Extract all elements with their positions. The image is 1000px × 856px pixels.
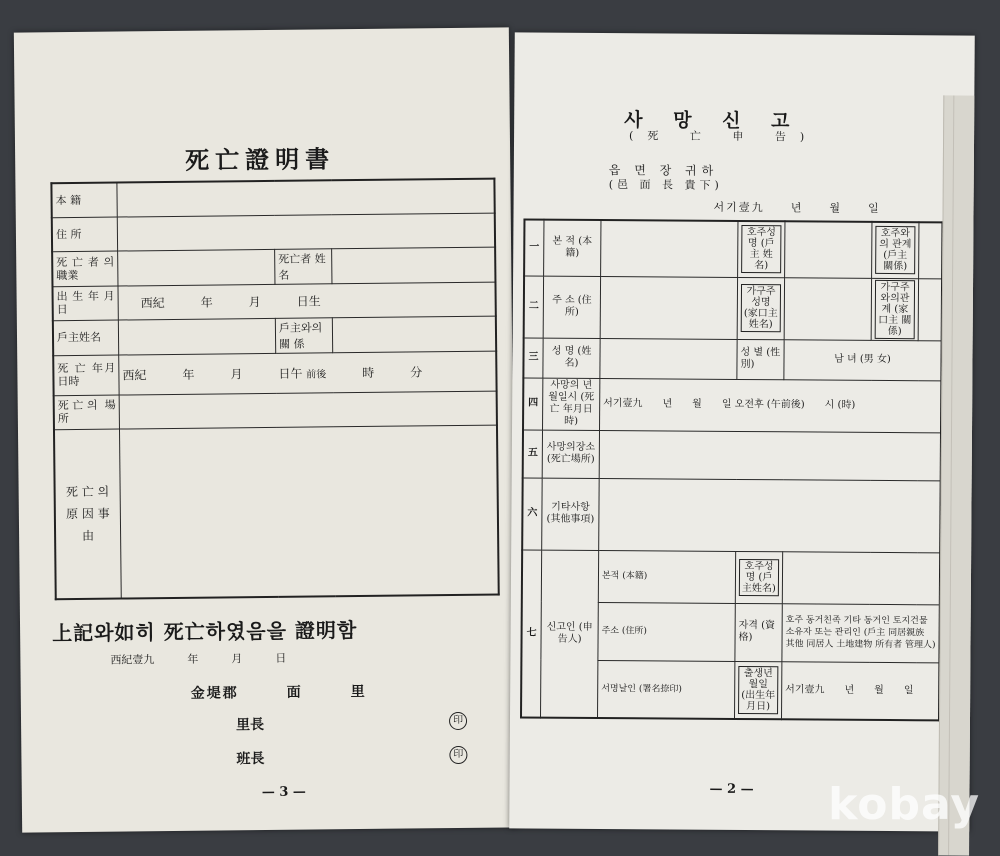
row-number: 七 (521, 549, 542, 717)
field-label-box: 호주성명 (戶主 姓名) (741, 225, 781, 273)
row-label: 사망의장소 (死亡場所) (542, 430, 599, 478)
field-label-box: 출생년월일 (出生年月日) (738, 666, 778, 714)
field-name (332, 247, 496, 284)
row-number: 三 (523, 337, 543, 377)
ban-chief: 班長 (236, 751, 265, 768)
label-place: 死亡의 場 所 (54, 395, 120, 430)
row-number: 四 (523, 377, 543, 429)
page-title: 死亡證明書 (185, 144, 336, 175)
label-name: 死亡者 姓 名 (275, 248, 332, 284)
field-label-box: 호주성명 (戶主姓名) (739, 558, 779, 595)
report-title: 사 망 신 고 (624, 109, 802, 133)
seal-icon: 印 (449, 746, 467, 764)
field-birth: 西紀 年 月 日生 (118, 282, 496, 320)
sub-label: 본적 (本籍) (598, 550, 735, 603)
label-honjeok: 本 籍 (51, 183, 117, 218)
addressee-hanja: (邑 面 長 貴下) (608, 178, 723, 192)
row-label: 신고인 (申告人) (541, 550, 599, 718)
field-value-death-time: 서기壹九 년 월 일 오전후 (午前後) 시 (時) (600, 378, 942, 432)
field-death-time (119, 351, 497, 395)
ri-chief: 里長 (236, 717, 265, 734)
field-place (119, 391, 497, 429)
field-value-birth: 서기壹九 년 월 일 (781, 661, 939, 720)
field-label-box: 가구주 성명 (家口主 姓名) (741, 284, 781, 332)
watermark: kobay (828, 779, 980, 830)
field-value (918, 278, 942, 340)
row-label: 본 적 (本 籍) (544, 220, 601, 276)
field-value (600, 338, 737, 379)
death-certificate-table (50, 178, 499, 601)
field-honjeok (117, 179, 495, 217)
row-label: 주 소 (住 所) (543, 276, 600, 338)
left-page (14, 27, 517, 832)
row-number: 五 (523, 429, 543, 477)
row-number: 一 (524, 219, 544, 275)
field-value (600, 276, 737, 339)
field-job (118, 249, 275, 286)
label-cause: 死 亡 의 原 因 事 由 (54, 429, 121, 600)
label-birth: 出 生 年 月 日 (52, 286, 118, 321)
label-head: 戶主姓名 (53, 320, 119, 356)
field-head-relation (332, 316, 496, 353)
sub-label: 서명날인 (署名捺印) (597, 660, 734, 719)
sub-label: 주소 (住所) (598, 602, 735, 661)
death-report-table (520, 218, 943, 721)
right-page (509, 32, 975, 831)
field-value (784, 277, 871, 340)
field-label-box: 가구주와의관계 (家口主 關係) (875, 279, 915, 338)
field-head (118, 318, 275, 355)
declaration-text: 上記와如히 死亡하였음을 證明함 (51, 618, 358, 646)
qualification-text: 호주 동거친족 기타 동거인 토지건물소유자 또는 관리인 (戶主 同居親族 其他 同居人 土地建物 所有者 管理人) (782, 603, 940, 662)
row-number: 二 (524, 275, 544, 337)
addressee: 읍 면 장 귀하 (608, 163, 719, 178)
row-label: 사망의 년월일시 (死亡 年月日時) (543, 378, 600, 430)
county-line: 金堤郡 面 里 (190, 683, 367, 702)
seal-icon: 印 (449, 712, 467, 730)
field-value (919, 222, 943, 278)
label-job: 死亡者의 職業 (52, 251, 118, 287)
field-value (599, 478, 941, 552)
field-value-sex: 남 녀 (男 女) (784, 339, 942, 380)
ampm-text: 前後 (306, 368, 327, 381)
death-time-text: 時 分 (362, 364, 423, 380)
label-address: 住 所 (52, 217, 118, 252)
date-line: 西紀壹九 年 月 日 (110, 651, 287, 667)
row-number: 六 (522, 477, 542, 549)
row-label: 성 명 (姓 名) (543, 338, 600, 378)
field-cause (119, 425, 498, 599)
field-label: 성 별 (性 別) (737, 339, 784, 379)
page-number: — 3 — (261, 784, 306, 801)
field-value (785, 221, 872, 278)
field-value (782, 551, 940, 604)
death-date-text: 西紀 年 月 日午 (122, 366, 303, 382)
page-number: — 2 — (709, 781, 754, 798)
field-label-box: 호주와의 관계 (戶主 關係) (875, 226, 915, 274)
field-address (117, 213, 495, 251)
field-value (599, 430, 941, 480)
field-label: 자격 (資格) (735, 603, 782, 661)
label-death-time: 死 亡 年月日時 (53, 355, 119, 396)
report-subtitle: (死 亡 申 告) (629, 129, 819, 144)
report-date: 서기壹九 년 월 일 (713, 200, 881, 215)
field-value (601, 220, 738, 277)
label-head-relation: 戶主와의 關 係 (275, 317, 332, 353)
row-label: 기타사항 (其他事項) (542, 478, 600, 550)
